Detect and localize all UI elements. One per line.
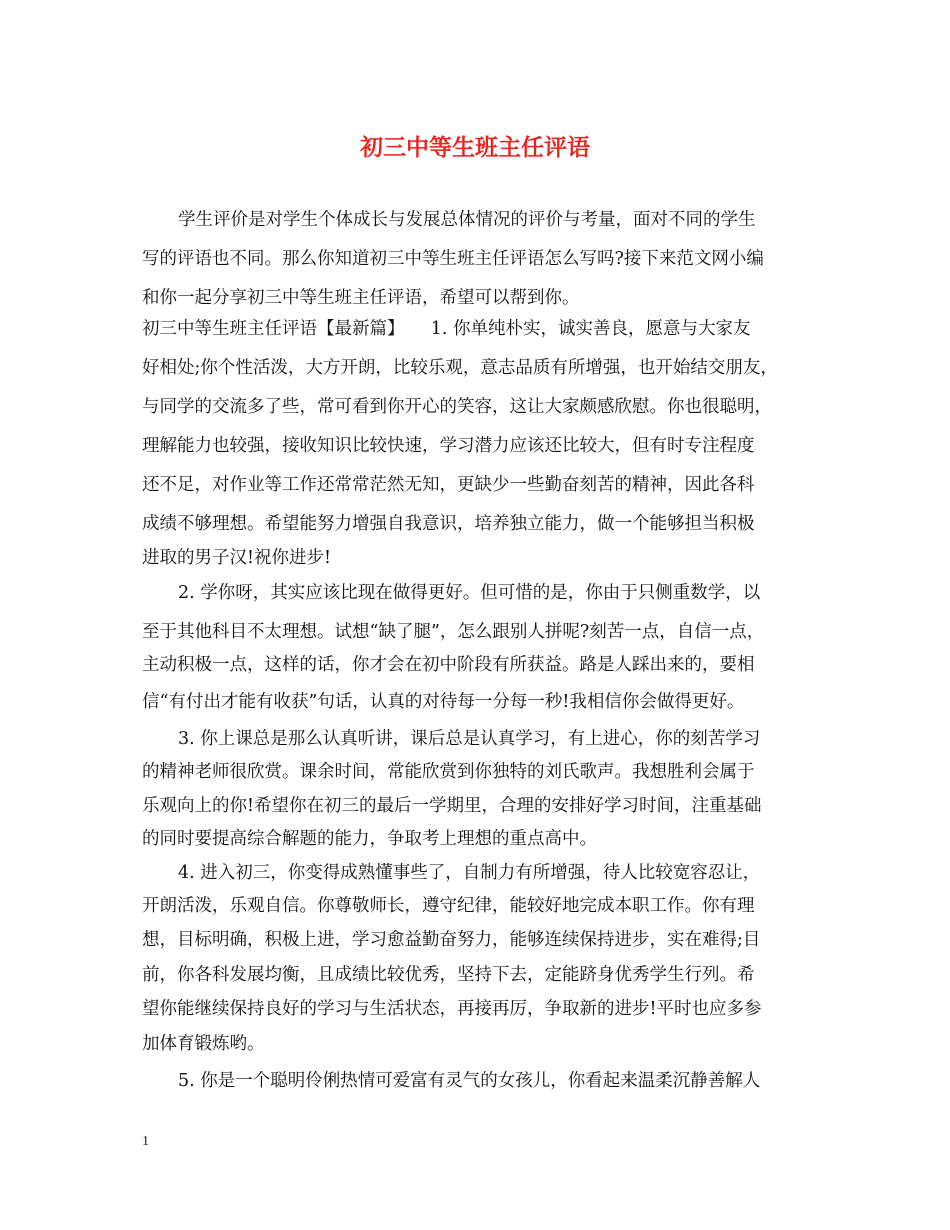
paragraph-line: 还不足，对作业等工作还常常茫然无知，更缺少一些勤奋刻苦的精神，因此各科	[142, 475, 755, 495]
paragraph-line: 3. 你上课总是那么认真听讲，课后总是认真学习，有上进心，你的刻苦学习	[178, 729, 761, 749]
paragraph-line: 和你一起分享初三中等生班主任评语，希望可以帮到你。	[142, 288, 580, 308]
paragraph-line: 乐观向上的你!希望你在初三的最后一学期里，合理的安排好学习时间，注重基础	[142, 796, 762, 816]
paragraph-line: 前，你各科发展均衡，且成绩比较优秀，坚持下去，定能跻身优秀学生行列。希	[142, 965, 755, 985]
paragraph-line: 进取的男子汉!祝你进步!	[142, 548, 332, 568]
paragraph-line: 开朗活泼，乐观自信。你尊敬师长，遵守纪律，能较好地完成本职工作。你有理	[142, 896, 755, 916]
paragraph-line: 加体育锻炼哟。	[142, 1034, 265, 1054]
paragraph-line: 的精神老师很欣赏。课余时间，常能欣赏到你独特的刘氏歌声。我想胜利会属于	[142, 762, 755, 782]
paragraph-line: 2. 学你呀，其实应该比现在做得更好。但可惜的是，你由于只侧重数学，以	[178, 583, 761, 603]
document-title: 初三中等生班主任评语	[360, 134, 590, 161]
paragraph-line: 望你能继续保持良好的学习与生活状态，再接再厉，争取新的进步!平时也应多参	[142, 999, 762, 1019]
paragraph-line: 理解能力也较强，接收知识比较快速，学习潜力应该还比较大，但有时专注程度	[142, 436, 755, 456]
paragraph-line: 的同时要提高综合解题的能力，争取考上理想的重点高中。	[142, 829, 597, 849]
paragraph-line: 初三中等生班主任评语【最新篇】 1. 你单纯朴实，诚实善良，愿意与大家友	[142, 319, 751, 339]
paragraph-line: 想，目标明确，积极上进，学习愈益勤奋努力，能够连续保持进步，实在难得;目	[142, 930, 761, 950]
paragraph-line: 5. 你是一个聪明伶俐热情可爱富有灵气的女孩儿，你看起来温柔沉静善解人	[178, 1071, 761, 1091]
page-number: 1	[142, 1134, 149, 1149]
paragraph-line: 信“有付出才能有收获”句话，认真的对待每一分每一秒!我相信你会做得更好。	[142, 692, 745, 712]
paragraph-line: 4. 进入初三，你变得成熟懂事些了，自制力有所增强，待人比较宽容忍让，	[178, 863, 761, 883]
paragraph-line: 至于其他科目不太理想。试想“缺了腿”，怎么跟别人拼呢?刻苦一点，自信一点，	[142, 622, 765, 642]
paragraph-line: 好相处;你个性活泼，大方开朗，比较乐观，意志品质有所增强，也开始结交朋友，	[142, 358, 778, 378]
paragraph-line: 主动积极一点，这样的话，你才会在初中阶段有所获益。路是人踩出来的，要相	[142, 655, 755, 675]
paragraph-line: 成绩不够理想。希望能努力增强自我意识，培养独立能力，做一个能够担当积极	[142, 514, 755, 534]
paragraph-line: 写的评语也不同。那么你知道初三中等生班主任评语怎么写吗?接下来范文网小编	[142, 249, 764, 269]
paragraph-line: 学生评价是对学生个体成长与发展总体情况的评价与考量，面对不同的学生	[178, 210, 756, 230]
paragraph-line: 与同学的交流多了些，常可看到你开心的笑容，这让大家颇感欣慰。你也很聪明，	[142, 397, 772, 417]
